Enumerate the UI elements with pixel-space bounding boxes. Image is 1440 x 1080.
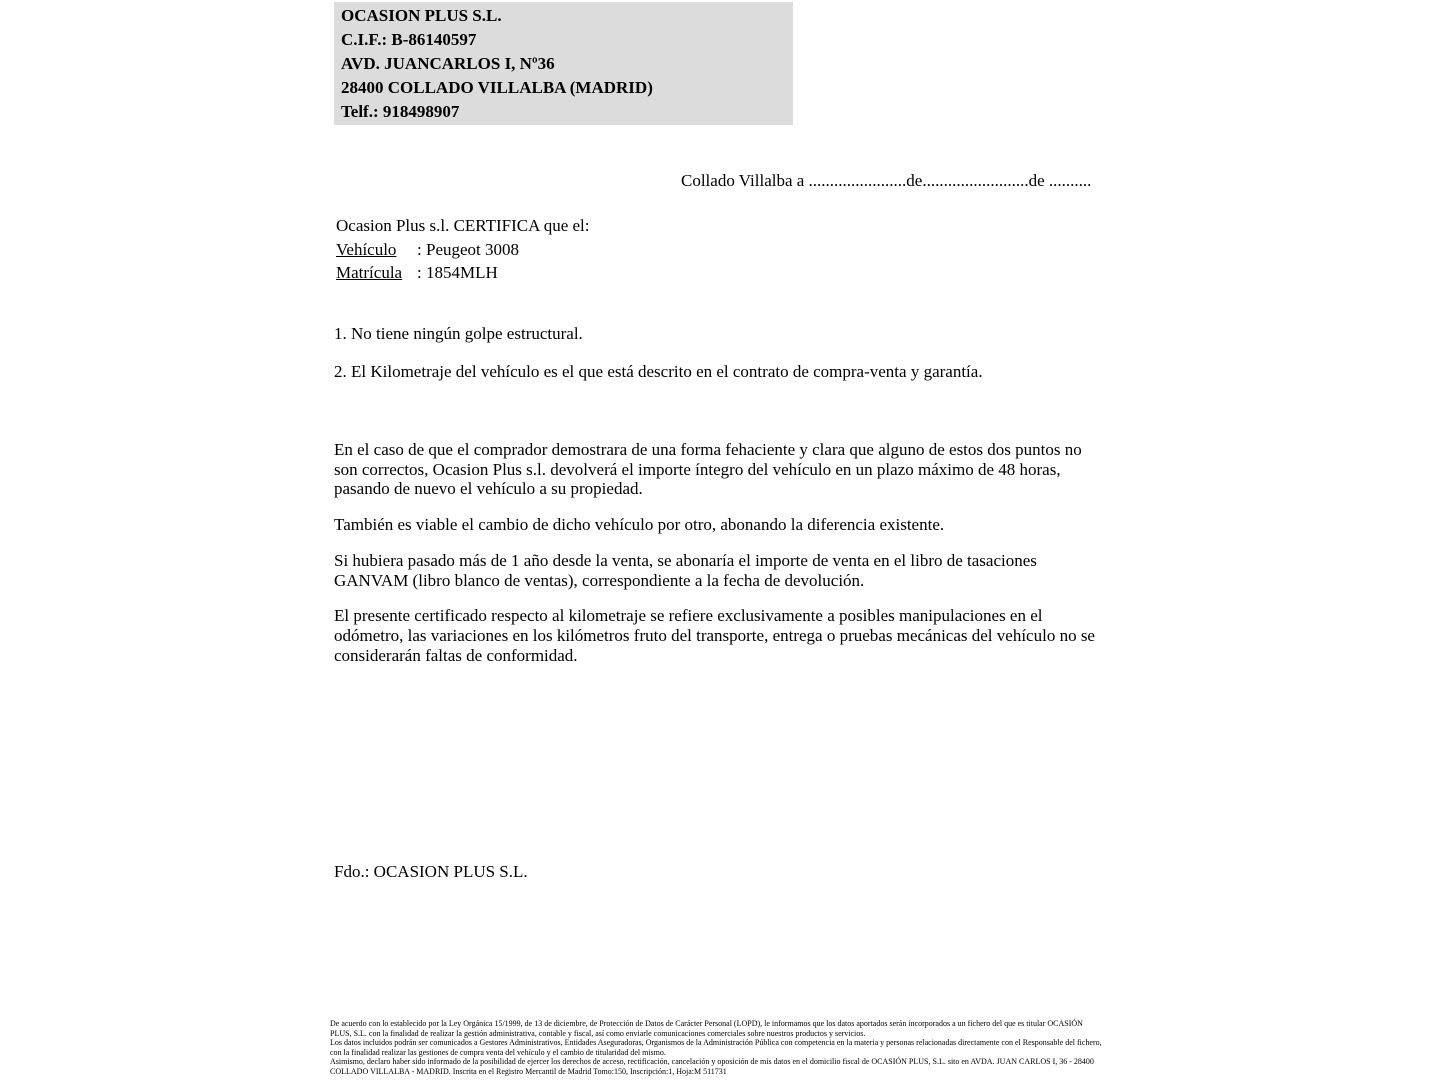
date-line: Collado Villalba a .......................de.........................de .......... — [681, 171, 1092, 190]
legal-text — [330, 1019, 1102, 1077]
plate-label: Matrícula — [336, 263, 403, 282]
company-address: AVD. JUANCARLOS I, Nº36 — [341, 54, 555, 73]
vehicle-row — [336, 238, 590, 262]
vehicle-label: Vehículo — [336, 239, 397, 259]
plate-value: 1854MLH — [425, 263, 498, 282]
certifies-line: Ocasion Plus s.l. CERTIFICA que el: — [336, 216, 590, 235]
company-phone: Telf.: 918498907 — [341, 102, 460, 121]
paragraph-ganvam: Si hubiera pasado más de 1 año desde la venta, se abonaría el importe de venta en el libro de tasaciones GANVAM (libro blanco de ventas), correspondiente a la fecha de devolución. — [334, 550, 1037, 590]
company-cif: C.I.F.: B-86140597 — [341, 30, 477, 49]
paragraph-odometer: El presente certificado respecto al kilometraje se refiere exclusivamente a posibles manipulaciones en el odómetro, las variaciones en los kilómetros fruto del transporte, entrega o pruebas mecánicas del vehículo no se considerarán faltas de conformidad. — [334, 606, 1095, 665]
plate-separator: : — [417, 263, 422, 282]
signature-line: Fdo.: OCASION PLUS S.L. — [334, 862, 528, 881]
certified-points — [334, 324, 1100, 382]
plate-row — [336, 261, 590, 285]
point-2: 2. El Kilometraje del vehículo es el que está descrito en el contrato de compra-venta y garantía. — [334, 362, 983, 381]
certification-block — [336, 214, 590, 285]
terms-paragraphs — [334, 440, 1100, 681]
plate-label-cell — [336, 261, 417, 285]
vehicle-label-cell — [336, 238, 417, 262]
point-1: 1. No tiene ningún golpe estructural. — [334, 324, 583, 343]
company-header-box — [334, 2, 793, 125]
legal-paragraph-data-sharing: Los datos incluidos podrán ser comunicados a Gestores Administrativos, Entidades Aseguradoras, Organismos de la Administración Pública con competencia en la materia y personas relacionadas directamente con el Responsable del fichero, con la finalidad realizar las gestiones de compra venta del vehículo y el cambio de titularidad del mismo. — [330, 1038, 1102, 1057]
vehicle-value: Peugeot 3008 — [425, 239, 520, 259]
paragraph-refund: En el caso de que el comprador demostrara de una forma fehaciente y clara que alguno de estos dos puntos no son correctos, Ocasion Plus s.l. devolverá el importe íntegro del vehículo en un plazo máximo de 48 horas, pasando de nuevo el vehículo a su propiedad. — [334, 440, 1082, 499]
legal-paragraph-lopd: De acuerdo con lo establecido por la Ley Orgánica 15/1999, de 13 de diciembre, de Protección de Datos de Carácter Personal (LOPD), le informamos que los datos aportados serán incorporados a un fichero del que es titular OCASIÓN PLUS, S.L. con la finalidad de realizar la gestión administrativa, contable y fiscal, así como enviarle comunicaciones comerciales sobre nuestros productos y servicios. — [330, 1019, 1083, 1038]
company-city: 28400 COLLADO VILLALBA (MADRID) — [341, 78, 653, 97]
legal-paragraph-rights: Asimismo, declaro haber sido informado de la posibilidad de ejercer los derechos de acceso, rectificación, cancelación y oposición de mis datos en el domicilio fiscal de OCASIÓN PLUS, S.L. sito en AVDA. JUAN CARLOS I, 36 - 28400 COLLADO VILLALBA - MADRID. Inscrita en el Registro Mercantil de Madrid Tomo:150, Inscripción:1, Hoja:M 511731 — [330, 1057, 1094, 1076]
vehicle-separator: : — [417, 239, 422, 259]
company-name: OCASION PLUS S.L. — [341, 6, 502, 25]
paragraph-exchange: También es viable el cambio de dicho vehículo por otro, abonando la diferencia existente. — [334, 515, 945, 535]
